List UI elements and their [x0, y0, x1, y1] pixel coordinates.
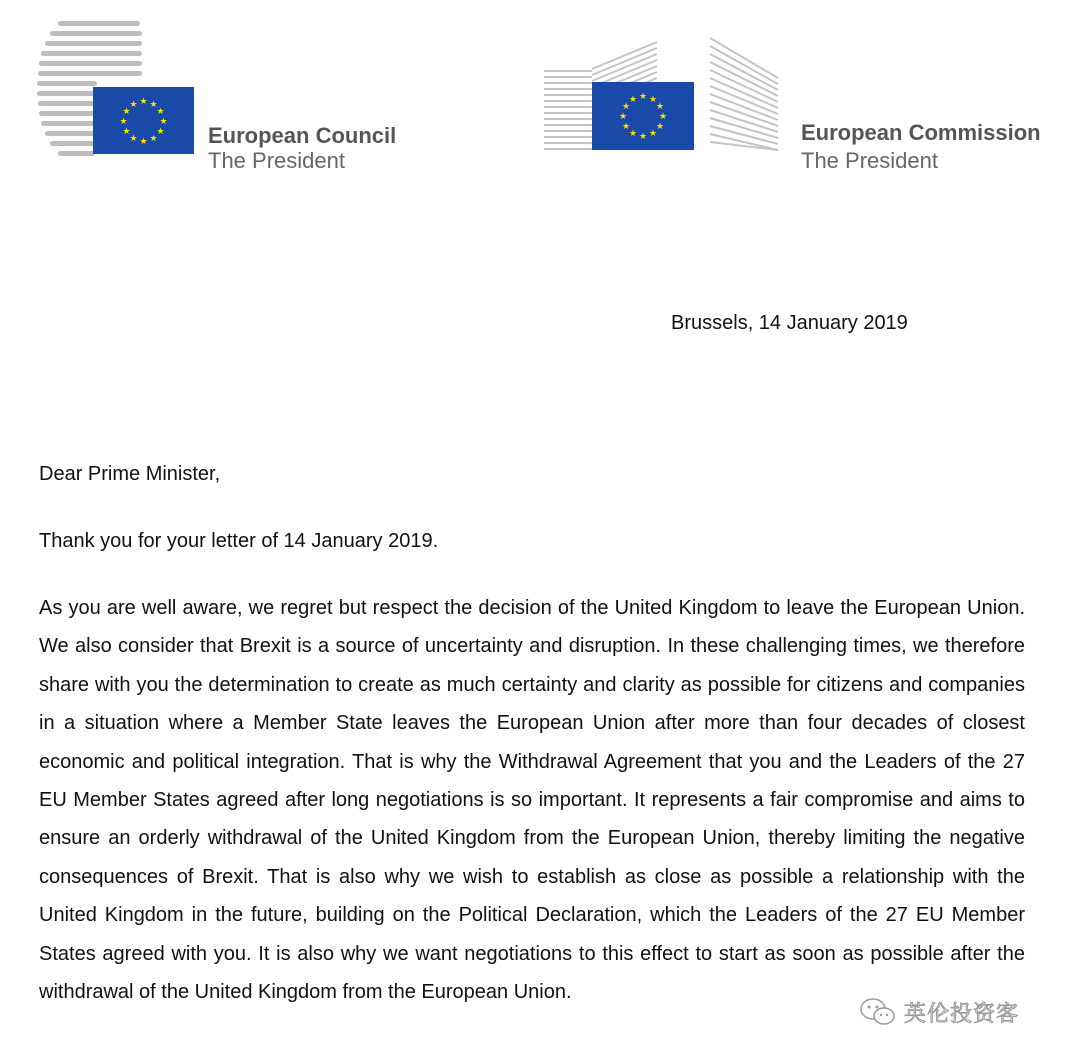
letter-date: Brussels, 14 January 2019 [671, 312, 908, 334]
svg-text:★: ★ [655, 122, 665, 132]
svg-text:★: ★ [139, 97, 148, 107]
european-commission-emblem-icon [542, 34, 792, 159]
svg-text:★: ★ [638, 92, 648, 102]
letter-body-paragraph: As you are well aware, we regret but respect the decision of the United Kingdom to leave the European Union. We also consider that Brexit is a source of uncertainty and disruption. In these challenging times, we therefore share with you the determination to create as much certainty and clarity as possible for citizens and companies in a situation where a Member State leaves the European Union after more than four decades of closest economic and political integration. That is why the Withdrawal Agreement that you and the Leaders of the 27 EU Member States agreed after long negotiations is so important. It represents a fair compromise and aims to ensure an orderly withdrawal of the United Kingdom from the European Union, thereby limiting the negative consequences of Brexit. That is also why we wish to establish as close as possible a relationship with the United Kingdom in the future, building on the Political Declaration, which the Leaders of the 27 EU Member States agreed with you. It is also why we want negotiations to this effect to start as soon as possible after the withdrawal of the United Kingdom from the European Union. [39, 597, 1025, 1004]
svg-text:★: ★ [648, 129, 658, 139]
wechat-icon [858, 996, 898, 1028]
svg-text:★: ★ [129, 100, 138, 110]
svg-text:★: ★ [129, 134, 138, 144]
svg-text:★: ★ [638, 132, 648, 142]
european-commission-name: European Commission [801, 120, 1041, 145]
svg-text:★: ★ [139, 137, 148, 147]
svg-text:★: ★ [149, 134, 158, 144]
svg-text:★: ★ [159, 117, 168, 127]
svg-text:★: ★ [621, 122, 631, 132]
european-council-subtitle: The President [208, 148, 345, 173]
svg-text:★: ★ [618, 112, 628, 122]
letter-thanks-line: Thank you for your letter of 14 January 2019. [39, 530, 439, 552]
european-council-name: European Council [208, 123, 397, 148]
svg-text:★: ★ [655, 102, 665, 112]
watermark [858, 992, 1058, 1032]
svg-text:★: ★ [149, 100, 158, 110]
svg-text:★: ★ [621, 102, 631, 112]
svg-text:★: ★ [628, 129, 638, 139]
svg-text:★: ★ [628, 95, 638, 105]
svg-text:★: ★ [156, 107, 165, 117]
svg-text:★: ★ [122, 107, 131, 117]
letter-salutation: Dear Prime Minister, [39, 463, 221, 485]
svg-text:★: ★ [648, 95, 658, 105]
svg-text:★: ★ [119, 117, 128, 127]
svg-text:★: ★ [156, 127, 165, 137]
watermark-text: 英伦投资客 [904, 1001, 1020, 1027]
svg-text:★: ★ [658, 112, 668, 122]
svg-text:★: ★ [122, 127, 131, 137]
european-commission-subtitle: The President [801, 148, 938, 173]
